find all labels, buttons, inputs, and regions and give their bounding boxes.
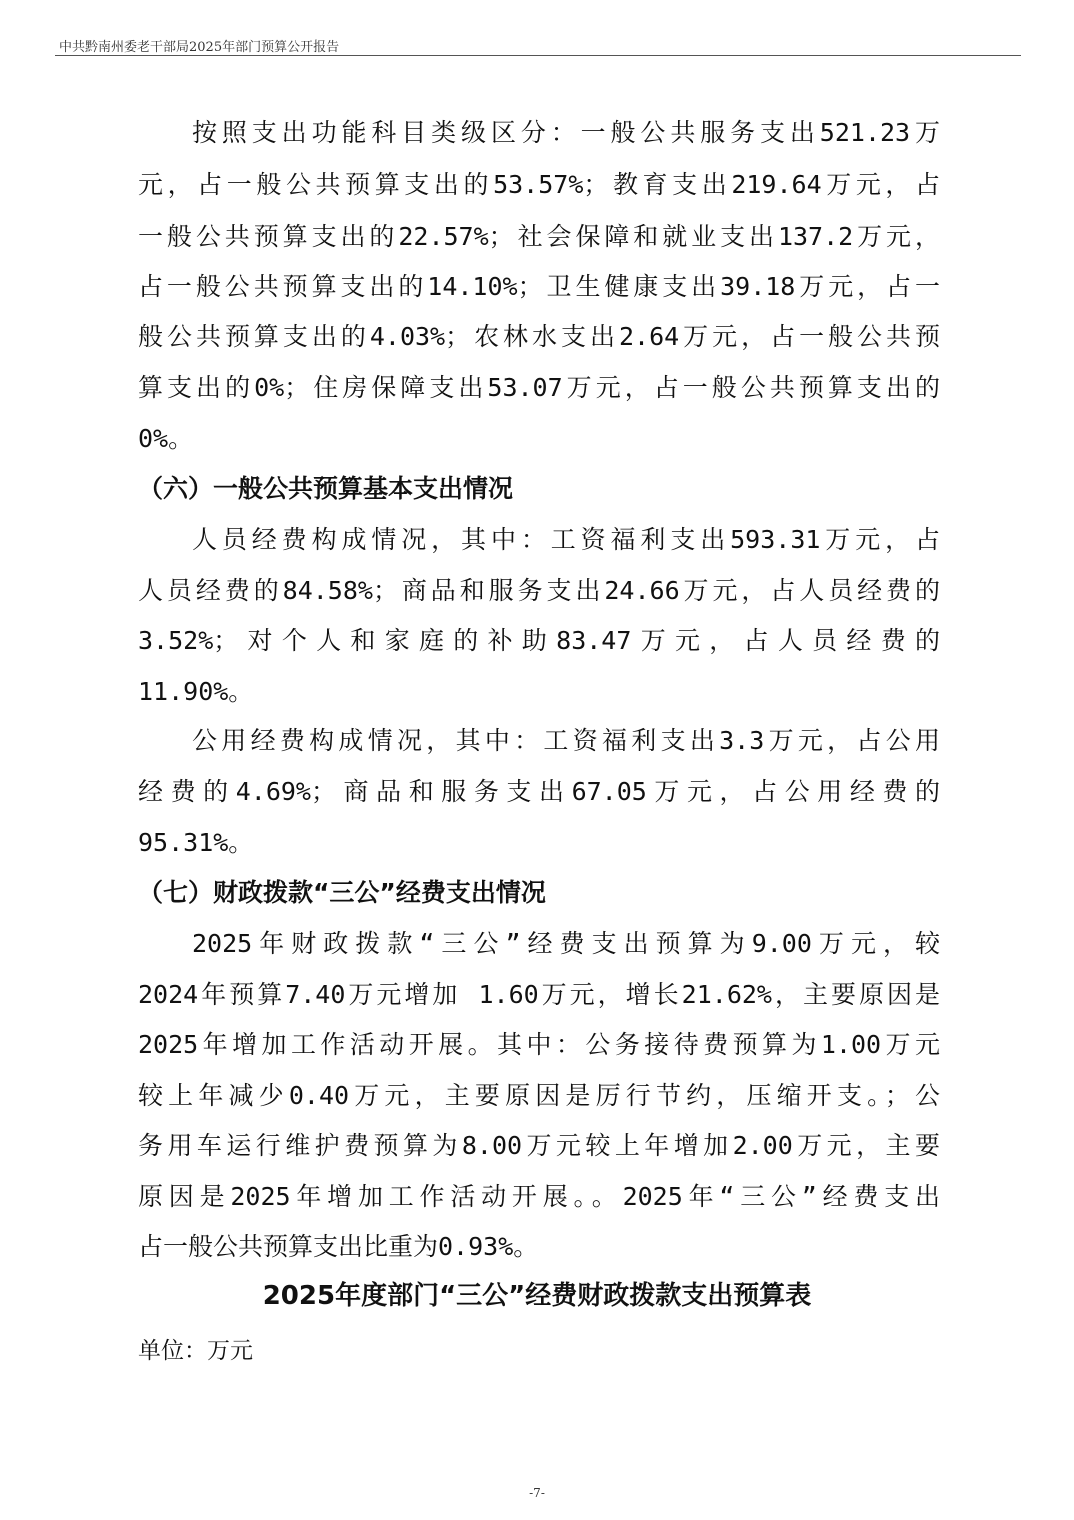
running-header: 中共黔南州委老干部局2025年部门预算公开报告 (59, 40, 340, 55)
paragraph-line: 算支出的0%；住房保障支出53.07万元，占一般公共预算支出的 (138, 373, 940, 402)
paragraph-line: 公用经费构成情况，其中：工资福利支出3.3万元，占公用 (192, 726, 940, 755)
paragraph-line: 人员经费构成情况，其中：工资福利支出593.31万元，占 (192, 525, 940, 554)
paragraph-line: 95.31%。 (138, 828, 254, 857)
paragraph-line: 11.90%。 (138, 677, 254, 706)
paragraph-line: 经费的4.69%；商品和服务支出67.05万元，占公用经费的 (138, 777, 940, 806)
unit-label: 单位：万元 (138, 1338, 253, 1364)
paragraph-line: 人员经费的84.58%；商品和服务支出24.66万元，占人员经费的 (138, 576, 940, 605)
paragraph-line: 0%。 (138, 424, 194, 453)
paragraph-line: 元，占一般公共预算支出的53.57%；教育支出219.64万元，占 (138, 170, 940, 199)
paragraph-line: 原因是2025年增加工作活动开展。。2025年“三公”经费支出 (138, 1182, 940, 1211)
paragraph-line: 2024年预算7.40万元增加 1.60万元，增长21.62%，主要原因是 (138, 980, 940, 1009)
paragraph-line: 般公共预算支出的4.03%；农林水支出2.64万元，占一般公共预 (138, 322, 940, 351)
page-number: -7- (529, 1486, 545, 1500)
paragraph-line: 占一般公共预算支出的14.10%；卫生健康支出39.18万元，占一 (138, 272, 940, 301)
paragraph-line: 3.52%；对个人和家庭的补助83.47万元，占人员经费的 (138, 626, 940, 655)
section-heading-6: （六）一般公共预算基本支出情况 (138, 474, 514, 503)
table-title: 2025年度部门“三公”经费财政拨款支出预算表 (262, 1281, 812, 1311)
paragraph-line: 务用车运行维护费预算为8.00万元较上年增加2.00万元，主要 (138, 1131, 940, 1160)
paragraph-line: 2025年增加工作活动开展。其中：公务接待费预算为1.00万元 (138, 1030, 940, 1059)
paragraph-line: 占一般公共预算支出比重为0.93%。 (138, 1232, 539, 1261)
paragraph-line: 2025年财政拨款“三公”经费支出预算为9.00万元，较 (192, 929, 940, 958)
header-divider (55, 55, 1021, 56)
paragraph-line: 较上年减少0.40万元，主要原因是厉行节约，压缩开支。；公 (138, 1081, 940, 1110)
paragraph-line: 按照支出功能科目类级区分：一般公共服务支出521.23万 (192, 118, 940, 147)
paragraph-line: 一般公共预算支出的22.57%；社会保障和就业支出137.2万元， (138, 222, 940, 251)
section-heading-7: （七）财政拨款“三公”经费支出情况 (138, 878, 546, 907)
